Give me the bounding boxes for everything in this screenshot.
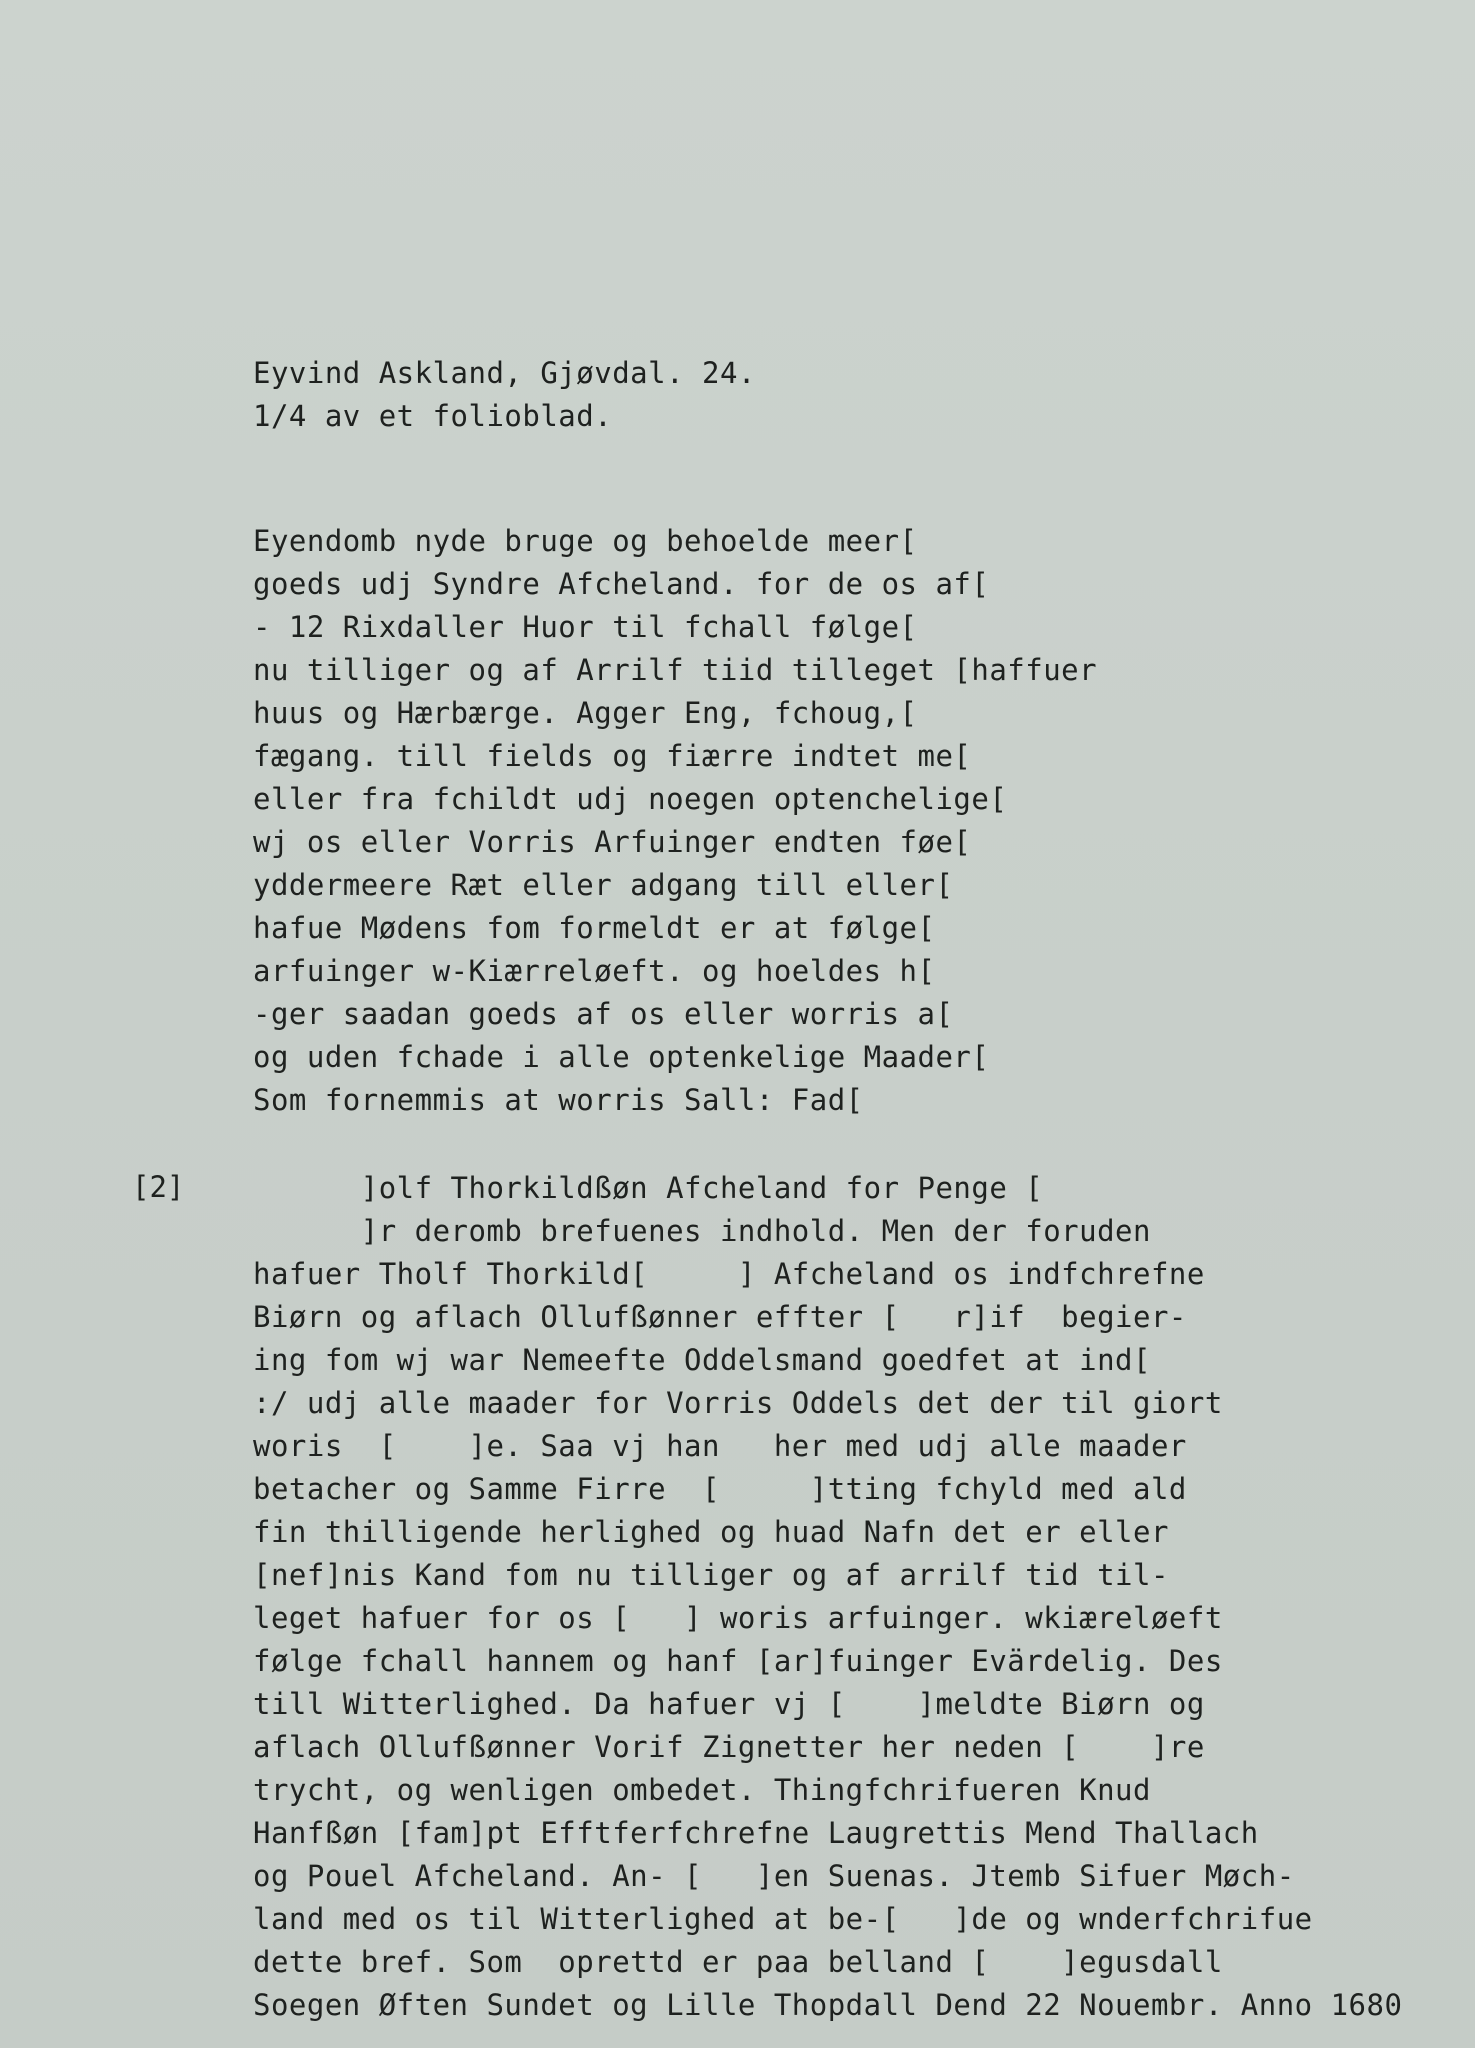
fragment1-line: Eyendomb nyde bruge og behoelde meer[	[253, 524, 918, 558]
fragment1-line: wj os eller Vorris Arfuinger endten føe[	[253, 825, 972, 859]
fragment1-line: Som fornemmis at worris Sall: Fad[	[253, 1083, 864, 1117]
fragment2-line: ]r deromb brefuenes indhold. Men der foruden	[253, 1214, 1151, 1248]
fragment2-line: aflach Ollufßønner Vorif Zignetter her neden [ ]re	[253, 1730, 1205, 1764]
fragment2-line: trycht, og wenligen ombedet. Thingfchrifueren Knud	[253, 1773, 1151, 1807]
fragment1-line: yddermeere Ræt eller adgang till eller[	[253, 868, 954, 902]
fragment2-line: Hanfßøn [fam]pt Efftferfchrefne Laugrettis Mend Thallach	[253, 1816, 1259, 1850]
header-title: Eyvind Askland, Gjøvdal. 24.	[253, 356, 756, 390]
fragment2-line: ing fom wj war Nemeefte Oddelsmand goedfet at ind[	[253, 1343, 1151, 1377]
fragment2-line: [nef]nis Kand fom nu tilliger og af arrilf tid til-	[253, 1558, 1169, 1592]
fragment1-line: og uden fchade i alle optenkelige Maader[	[253, 1040, 990, 1074]
fragment2-line: og Pouel Afcheland. An- [ ]en Suenas. Jtemb Sifuer Møch-	[253, 1859, 1295, 1893]
fragment2-line: till Witterlighed. Da hafuer vj [ ]meldte Biørn og	[253, 1687, 1205, 1721]
fragment1-line: arfuinger w-Kiærreløeft. og hoeldes h[	[253, 954, 936, 988]
fragment2-line: dette bref. Som oprettd er paa belland [ ]egusdall	[253, 1945, 1223, 1979]
fragment2-line: ]olf Thorkildßøn Afcheland for Penge [	[253, 1171, 1044, 1205]
fragment2-line: :/ udj alle maader for Vorris Oddels det der til giort	[253, 1386, 1223, 1420]
fragment2-line: hafuer Tholf Thorkild[ ] Afcheland os indfchrefne	[253, 1257, 1205, 1291]
fragment1-line: hafue Mødens fom formeldt er at følge[	[253, 911, 936, 945]
fragment2-line: land med os til Witterlighed at be-[ ]de og wnderfchrifue	[253, 1902, 1313, 1936]
section-marker: [2]	[132, 1170, 185, 1204]
fragment1-line: nu tilliger og af Arrilf tiid tilleget [haffuer	[253, 653, 1098, 687]
fragment2-line: woris [ ]e. Saa vj han her med udj alle maader	[253, 1429, 1187, 1463]
fragment2-line: følge fchall hannem og hanf [ar]fuinger Evärdelig. Des	[253, 1644, 1223, 1678]
fragment1-line: eller fra fchildt udj noegen optencheligе[	[253, 782, 1008, 816]
fragment2-line: Biørn og aflach Ollufßønner effter [ r]if begier-	[253, 1300, 1187, 1334]
fragment1-line: - 12 Rixdaller Huor til fchall følge[	[253, 610, 918, 644]
fragment1-line: huus og Hærbærge. Agger Eng, fchoug,[	[253, 696, 918, 730]
header-subtitle: 1/4 av et folioblad.	[253, 399, 613, 433]
fragment2-line: leget hafuer for os [ ] woris arfuinger. wkiæreløeft	[253, 1601, 1223, 1635]
fragment2-line: Soegen Øften Sundet og Lille Thopdall Dend 22 Nouembr. Anno 1680	[253, 1988, 1403, 2022]
fragment2-line: betacher og Samme Firre [ ]tting fchyld med ald	[253, 1472, 1187, 1506]
fragment1-line: -ger saadan goeds af os eller worris a[	[253, 997, 954, 1031]
fragment1-line: goeds udj Syndre Afcheland. for de os af[	[253, 567, 990, 601]
fragment2-line: fin thilligende herlighed og huad Nafn det er eller	[253, 1515, 1169, 1549]
fragment1-line: fægang. till fields og fiærre indtet me[	[253, 739, 972, 773]
